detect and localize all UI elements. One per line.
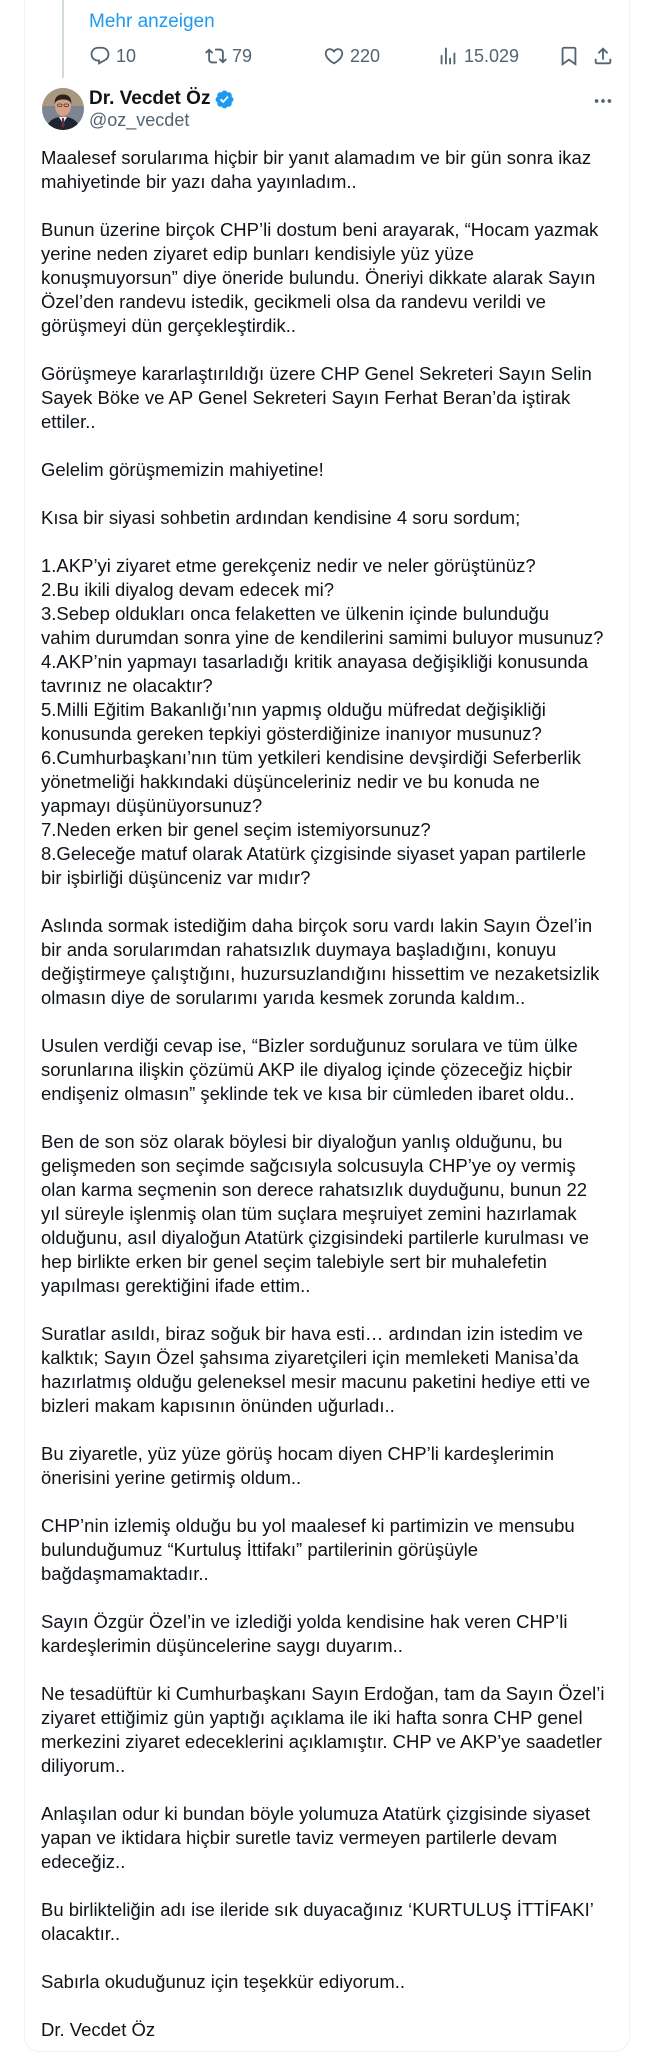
reply-count: 10 [116,46,137,66]
bookmark-icon [558,45,580,67]
author-name[interactable]: Dr. Vecdet Öz [89,88,211,109]
tweet-paragraph: Bu birlikteliğin adı ise ileride sık duyacağınız ‘KURTULUŞ İTTİFAKI’ olacaktır.. [41,1899,594,1944]
more-dots-icon [592,90,614,112]
share-button[interactable] [592,45,614,67]
view-count: 15.029 [464,46,520,66]
tweet-paragraph: Ne tesadüftür ki Cumhurbaşkanı Sayın Erdoğan, tam da Sayın Özel’i ziyaret ettiğimiz gün yaptığı açıklama ile iki hafta sonra CHP genel merkezini ziyaret edeceklerini açıklamıştır. CHP ve AKP’ye saadetler diliyorum.. [41,1683,605,1776]
views-chart-icon [437,45,459,67]
tweet-paragraph: Gelelim görüşmemizin mahiyetine! [41,459,324,480]
tweet-paragraph: Usulen verdiği cevap ise, “Bizler sorduğunuz sorulara ve tüm ülke sorunlarına ilişkin çözümü AKP ile diyalog içinde çözeceğiz hiçbir endişeniz olmasın” şeklinde tek ve kısa bir cümleden ibaret oldu.. [41,1035,578,1104]
verified-badge-icon [214,89,235,110]
more-options-button[interactable] [592,90,614,112]
share-icon [592,45,614,67]
heart-icon [323,45,345,67]
question-list: 1.AKP’yi ziyaret etme gerekçeniz nedir ve neler görüştünüz? 2.Bu ikili diyalog devam edecek mi? 3.Sebep oldukları onca felaketten ve ülkenin içinde bulunduğu vahim durumdan sonra yine de kendilerini samimi buluyor musunuz? 4.AKP’nin yapmayı tasarladığı kritik anayasa değişikliği konusunda tavrınız ne olacaktır? 5.Milli Eğitim Bakanlığı’nın yapmış olduğu müfredat değişikliği konusunda gereken tepkiyi gösterdiğinize inanıyor musunuz? 6.Cumhurbaşkanı’nın tüm yetkileri kendisine devşirdiği Seferberlik yönetmeliği hakkındaki düşünceleriniz nedir ve bu konuda ne yapmayı düşünüyorsunuz? 7.Neden erken bir genel seçim istemiyorsunuz? 8.Geleceğe matuf olarak Atatürk çizgisinde siyaset yapan partilerle bir işbirliği düşünceniz var mıdır? [41,555,604,888]
tweet-signature: Dr. Vecdet Öz [41,2019,156,2040]
tweet-paragraph: Maalesef sorularıma hiçbir bir yanıt alamadım ve bir gün sonra ikaz mahiyetinde bir yazı daha yayınladım.. [41,147,592,192]
retweet-count: 79 [232,46,253,66]
avatar[interactable] [42,88,84,130]
tweet-paragraph: Suratlar asıldı, biraz soğuk bir hava esti… ardından izin istedim ve kalktık; Sayın Özel şahsıma ziyaretçileri için memleketi Manisa’da hazırlatmış olduğu geleneksel mesir macunu paketini hediye etti ve bizleri makam kapısının önünden uğurladı.. [41,1323,591,1416]
author-handle[interactable]: @oz_vecdet [89,110,190,130]
views-button[interactable] [437,45,519,67]
bookmark-button[interactable] [558,45,580,67]
tweet-paragraph: CHP’nin izlemiş olduğu bu yol maalesef ki partimizin ve mensubu bulunduğumuz “Kurtuluş İttifakı” partilerinin görüşüyle bağdaşmamaktadır.. [41,1515,575,1584]
tweet-paragraph: Sayın Özgür Özel’in ve izlediği yolda kendisine hak veren CHP’li kardeşlerimin düşüncelerine saygı duyarım.. [41,1611,568,1656]
tweet-paragraph: Bunun üzerine birçok CHP’li dostum beni arayarak, “Hocam yazmak yerine neden ziyaret edip bunları kendisiyle yüz yüze konuşmuyorsun” diye öneride bulundu. Öneriyi dikkate alarak Sayın Özel’den randevu istedik, gecikmeli olsa da randevu verildi ve görüşmeyi dün gerçekleştirdik.. [41,219,599,336]
retweet-button[interactable] [205,45,252,67]
show-more-link[interactable]: Mehr anzeigen [89,11,215,32]
tweet-paragraph: Bu ziyaretle, yüz yüze görüş hocam diyen CHP’li kardeşlerimin önerisini yerine getirmiş oldum.. [41,1443,555,1488]
tweet-paragraph: Ben de son söz olarak böylesi bir diyaloğun yanlış olduğunu, bu gelişmeden son seçimde sağcısıyla solcusuyla CHP’ye oy vermiş olan karma seçmenin son derece rahatsızlık duyduğunu, bunun 22 yıl süreyle işlenmiş olan tüm suçlara meşruiyet zemini hazırlamak olduğunu, asıl diyaloğun Atatürk çizgisindeki partilerle kurulması ve hep birlikte erken bir genel seçim talebiyle sert bir muhalefetin yapılması gerektiğini ifade ettim.. [41,1131,590,1296]
like-button[interactable] [323,45,380,67]
tweet-paragraph: Görüşmeye kararlaştırıldığı üzere CHP Genel Sekreteri Sayın Selin Sayek Böke ve AP Genel Sekreteri Sayın Ferhat Beran’da iştirak ettiler.. [41,363,592,432]
retweet-icon [205,45,227,67]
like-count: 220 [350,46,381,66]
tweet-text [41,146,630,2066]
tweet-paragraph: Aslında sormak istediğim daha birçok soru vardı lakin Sayın Özel’in bir anda sorularımdan rahatsızlık duymaya başladığını, konuyu değiştirmeye çalıştığını, huzursuzlandığını hissettim ve nezaketsizlik olmasın diye de sorularımı yarıda kesmek zorunda kaldım.. [41,915,600,1008]
reply-icon [89,45,111,67]
reply-button[interactable] [89,45,136,67]
tweet-paragraph: Kısa bir siyasi sohbetin ardından kendisine 4 soru sordum; [41,507,521,528]
thread-connector-line [62,0,64,78]
tweet-paragraph: Anlaşılan odur ki bundan böyle yolumuza Atatürk çizgisinde siyaset yapan ve iktidara hiçbir suretle taviz vermeyen partilerle devam edeceğiz.. [41,1803,591,1872]
tweet-paragraph: Sabırla okuduğunuz için teşekkür ediyorum.. [41,1971,406,1992]
